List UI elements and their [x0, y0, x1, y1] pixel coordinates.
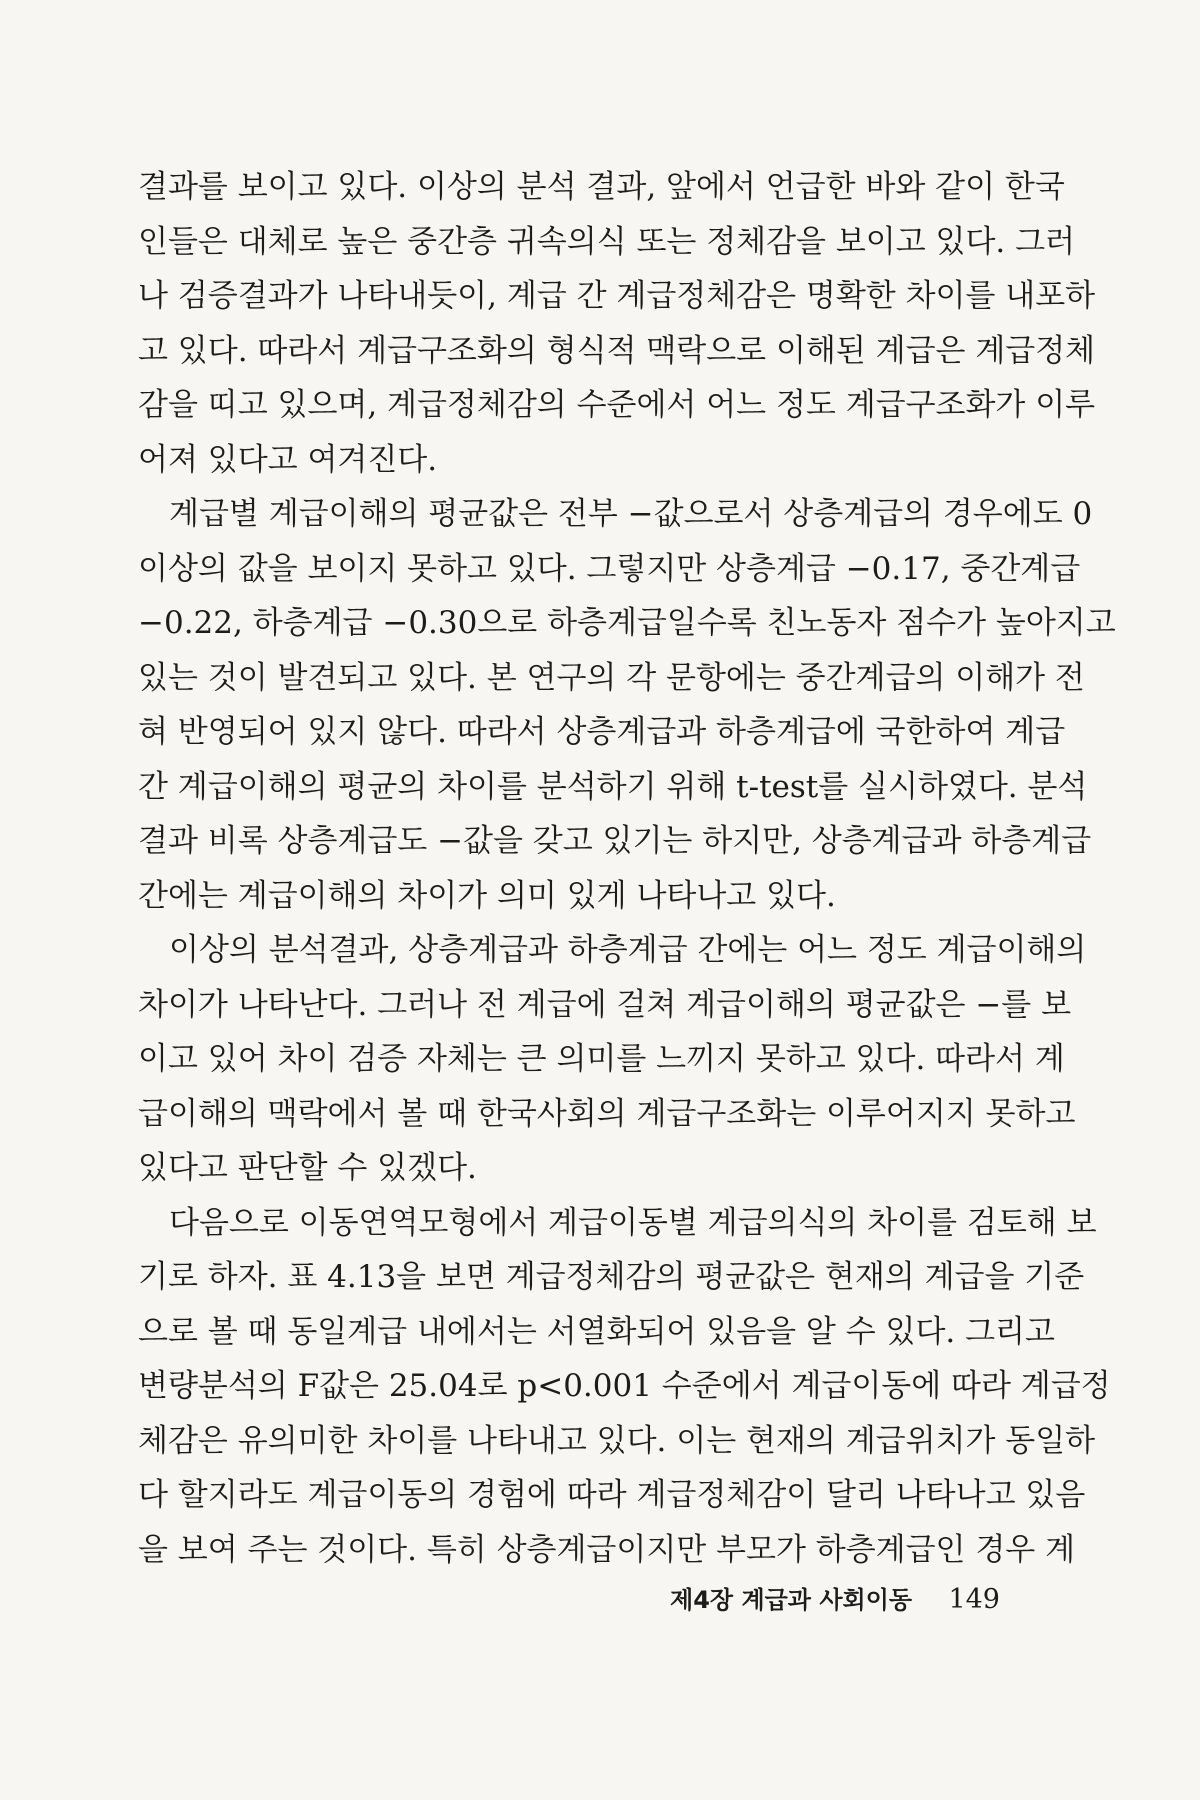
- text-line: 급이해의 맥락에서 볼 때 한국사회의 계급구조화는 이루어지지 못하고: [138, 1095, 1076, 1132]
- text-line: 간에는 계급이해의 차이가 의미 있게 나타나고 있다.: [138, 877, 836, 914]
- text-line: 어져 있다고 여겨진다.: [138, 441, 438, 478]
- running-footer: [670, 1580, 1000, 1615]
- text-line: 변량분석의 F값은 25.04로 p<0.001 수준에서 계급이동에 따라 계급정: [138, 1368, 1111, 1404]
- text-line: 결과를 보이고 있다. 이상의 분석 결과, 앞에서 언급한 바와 같이 한국: [138, 169, 1065, 205]
- text-line: −0.22, 하층계급 −0.30으로 하층계급일수록 친노동자 점수가 높아지고: [138, 605, 1116, 641]
- text-line: 인들은 대체로 높은 중간층 귀속의식 또는 정체감을 보이고 있다. 그러: [138, 223, 1076, 260]
- text-line: 고 있다. 따라서 계급구조화의 형식적 맥락으로 이해된 계급은 계급정체: [138, 332, 1096, 369]
- text-line: 있는 것이 발견되고 있다. 본 연구의 각 문항에는 중간계급의 이해가 전: [138, 659, 1085, 696]
- text-line: 계급별 계급이해의 평균값은 전부 −값으로서 상층계급의 경우에도 0: [169, 496, 1093, 532]
- text-line: 기로 하자. 표 4.13을 보면 계급정체감의 평균값은 현재의 계급을 기준: [138, 1259, 1085, 1295]
- text-line: 결과 비록 상층계급도 −값을 갖고 있기는 하지만, 상층계급과 하층계급: [138, 823, 1092, 859]
- paragraph: [138, 160, 1096, 487]
- text-line: 이고 있어 차이 검증 자체는 큰 의미를 느끼지 못하고 있다. 따라서 계: [138, 1041, 1065, 1077]
- text-line: 체감은 유의미한 차이를 나타내고 있다. 이는 현재의 계급위치가 동일하: [138, 1422, 1096, 1459]
- text-line: 혀 반영되어 있지 않다. 따라서 상층계급과 하층계급에 국한하여 계급: [138, 714, 1066, 750]
- body-text: [138, 160, 1116, 1577]
- text-line: 이상의 값을 보이지 못하고 있다. 그렇지만 상층계급 −0.17, 중간계급: [138, 550, 1081, 587]
- text-line: 차이가 나타난다. 그러나 전 계급에 걸쳐 계급이해의 평균값은 −를 보: [138, 986, 1072, 1023]
- chapter-title: 제4장 계급과 사회이동: [670, 1586, 913, 1614]
- text-line: 을 보여 주는 것이다. 특히 상층계급이지만 부모가 하층계급인 경우 계: [138, 1531, 1076, 1568]
- text-line: 감을 띠고 있으며, 계급정체감의 수준에서 어느 정도 계급구조화가 이루: [138, 387, 1096, 423]
- text-line: 다 할지라도 계급이동의 경험에 따라 계급정체감이 달리 나타나고 있음: [138, 1477, 1086, 1513]
- paragraph: [138, 923, 1087, 1196]
- text-line: 있다고 판단할 수 있겠다.: [138, 1150, 477, 1186]
- text-line: 간 계급이해의 평균의 차이를 분석하기 위해 t-test를 실시하였다. 분석: [138, 768, 1088, 805]
- paragraph: [138, 487, 1116, 923]
- text-line: 으로 볼 때 동일계급 내에서는 서열화되어 있음을 알 수 있다. 그리고: [138, 1313, 1055, 1350]
- text-line: 이상의 분석결과, 상층계급과 하층계급 간에는 어느 정도 계급이해의: [169, 932, 1087, 968]
- page-number: 149: [948, 1584, 1000, 1615]
- text-line: 나 검증결과가 나타내듯이, 계급 간 계급정체감은 명확한 차이를 내포하: [138, 278, 1096, 314]
- paragraph: [138, 1196, 1111, 1578]
- text-line: 다음으로 이동연역모형에서 계급이동별 계급의식의 차이를 검토해 보: [169, 1204, 1097, 1241]
